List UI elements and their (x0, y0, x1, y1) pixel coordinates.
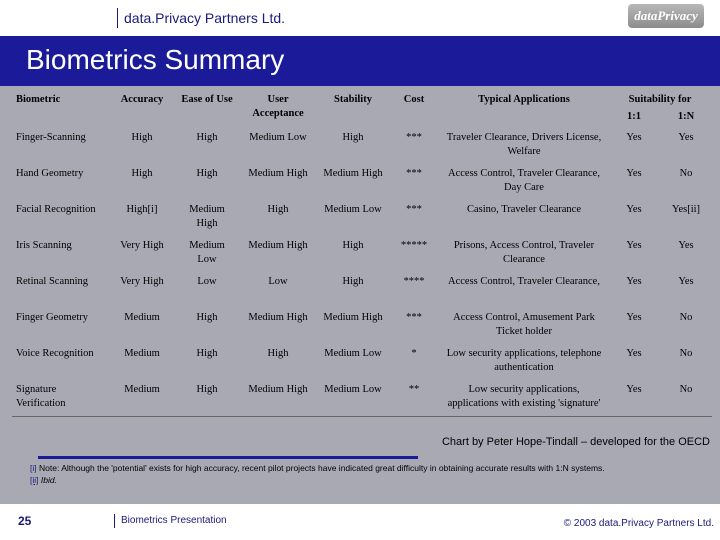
cell-suitability-1-to-n: Yes (678, 276, 694, 287)
cell-user-acceptance: Low (268, 276, 288, 287)
footnote-2 (30, 474, 57, 486)
table-row (12, 272, 712, 308)
cell-suitability-1-to-1: Yes (626, 204, 642, 215)
footnote-1-ref-link[interactable]: [i] (30, 463, 37, 473)
cell-user-acceptance: Medium High (248, 168, 308, 179)
header-cost: Cost (403, 94, 425, 105)
cell-suitability-1-to-1: Yes (626, 312, 642, 323)
cell-suitability-1-to-1: Yes (626, 348, 642, 359)
cell-user-acceptance: Medium High (248, 312, 308, 323)
cell-biometric: Hand Geometry (16, 168, 84, 179)
cell-suitability-1-to-n: Yes (678, 240, 694, 251)
cell-ease-of-use: Medium Low (189, 240, 225, 265)
cell-user-acceptance: Medium High (248, 240, 308, 251)
cell-typical-applications: Low security applications, applications with existing 'signature' (440, 380, 608, 416)
footnote-1 (30, 462, 710, 474)
cell-biometric: Finger Geometry (16, 312, 89, 323)
cell-stability: Medium Low (318, 380, 388, 416)
footnote-2-ref-link[interactable]: [ii] (30, 475, 39, 485)
cell-suitability-1-to-n: Yes[ii] (671, 204, 701, 215)
cell-suitability-1-to-n: No (679, 312, 693, 323)
page-number: 25 (18, 514, 32, 528)
top-header-bar (0, 0, 720, 36)
cell-user-acceptance: High (267, 348, 289, 359)
cell-biometric: Signature Verification (12, 380, 108, 416)
cell-ease-of-use: High (196, 168, 218, 179)
cell-accuracy: Medium (108, 380, 176, 416)
cell-typical-applications: Casino, Traveler Clearance (466, 204, 581, 215)
cell-ease-of-use: High (196, 348, 218, 359)
presentation-name: Biometrics Presentation (114, 514, 227, 528)
cell-typical-applications: Prisons, Access Control, Traveler Clearance (453, 240, 595, 265)
cell-cost: *** (406, 132, 422, 143)
cell-accuracy: Medium (124, 312, 160, 323)
cell-cost: * (411, 348, 417, 359)
cell-cost: *** (406, 168, 422, 179)
cell-accuracy: High (131, 132, 153, 143)
cell-typical-applications: Access Control, Amusement Park Ticket holder (453, 312, 595, 337)
chart-credit: Chart by Peter Hope-Tindall – developed for the OECD (441, 436, 710, 448)
footnote-2-text: Ibid. (40, 475, 57, 485)
cell-typical-applications: Traveler Clearance, Drivers License, Welfare (446, 132, 602, 157)
cell-ease-of-use: Medium High (189, 204, 225, 229)
header-stability: Stability (334, 94, 372, 105)
cell-ease-of-use: High (176, 380, 238, 416)
cell-biometric: Facial Recognition (16, 204, 96, 215)
company-name: data.Privacy Partners Ltd. (117, 8, 285, 28)
cell-accuracy: High (131, 168, 153, 179)
footnote-1-text: Note: Although the 'potential' exists for high accuracy, recent pilot projects have indicated great difficulty in obtaining accurate results with 1:N systems. (39, 463, 605, 473)
cell-stability: Medium Low (324, 348, 382, 359)
footnote-divider (38, 456, 418, 459)
cell-typical-applications: Low security applications, telephone authentication (446, 348, 602, 373)
table-header-row (12, 90, 712, 110)
cell-accuracy: Very High (120, 240, 164, 251)
cell-ease-of-use: High (196, 312, 218, 323)
cell-stability: Medium High (323, 312, 383, 323)
table-row (12, 344, 712, 380)
table-row (12, 200, 712, 236)
cell-suitability-1-to-n: Yes (678, 132, 694, 143)
cell-ease-of-use: Low (197, 276, 217, 287)
cell-accuracy: High[i] (126, 204, 158, 215)
cell-suitability-1-to-1: Yes (626, 168, 642, 179)
cell-user-acceptance: High (267, 204, 289, 215)
cell-stability: Medium Low (324, 204, 382, 215)
cell-suitability-1-to-1: Yes (626, 132, 642, 143)
cell-ease-of-use: High (196, 132, 218, 143)
cell-stability: High (342, 132, 364, 143)
cell-stability: High (342, 240, 364, 251)
header-suitability-for: Suitability for (628, 94, 692, 105)
subheader-1-to-1: 1:1 (627, 111, 641, 122)
cell-biometric: Iris Scanning (16, 240, 72, 251)
header-ease-of-use: Ease of Use (181, 94, 233, 105)
cell-accuracy: Very High (120, 276, 164, 287)
cell-stability: Medium High (323, 168, 383, 179)
footer-bar (0, 504, 720, 540)
cell-cost: ***** (400, 240, 428, 251)
cell-cost: *** (406, 204, 422, 215)
cell-accuracy: Medium (124, 348, 160, 359)
header-user-acceptance: User Acceptance (252, 94, 304, 119)
table-row (12, 380, 712, 416)
cell-cost: **** (403, 276, 425, 287)
table-row (12, 164, 712, 200)
cell-typical-applications: Access Control, Traveler Clearance, (448, 276, 600, 287)
company-logo: dataPrivacy (628, 4, 704, 28)
copyright-notice: © 2003 data.Privacy Partners Ltd. (563, 518, 714, 529)
cell-suitability-1-to-1: Yes (608, 380, 660, 416)
cell-typical-applications: Access Control, Traveler Clearance, Day Care (448, 168, 600, 193)
cell-cost: ** (388, 380, 440, 416)
subheader-1-to-n: 1:N (677, 111, 695, 122)
table-row (12, 128, 712, 164)
cell-biometric: Voice Recognition (16, 348, 94, 359)
title-bar (0, 36, 720, 86)
cell-user-acceptance: Medium High (238, 380, 318, 416)
header-biometric: Biometric (16, 94, 61, 105)
slide-title: Biometrics Summary (26, 44, 285, 75)
cell-biometric: Retinal Scanning (16, 276, 89, 287)
cell-suitability-1-to-1: Yes (626, 276, 642, 287)
header-typical-applications: Typical Applications (478, 94, 570, 105)
biometrics-table (12, 90, 712, 417)
cell-biometric: Finger-Scanning (16, 132, 86, 143)
cell-stability: High (342, 276, 364, 287)
cell-suitability-1-to-1: Yes (626, 240, 642, 251)
table-row (12, 236, 712, 272)
cell-cost: *** (406, 312, 422, 323)
cell-suitability-1-to-n: No (679, 348, 693, 359)
cell-suitability-1-to-n: No (679, 168, 693, 179)
cell-user-acceptance: Medium Low (249, 132, 307, 143)
header-accuracy: Accuracy (120, 94, 164, 105)
cell-suitability-1-to-n: No (660, 380, 712, 416)
table-row (12, 308, 712, 344)
